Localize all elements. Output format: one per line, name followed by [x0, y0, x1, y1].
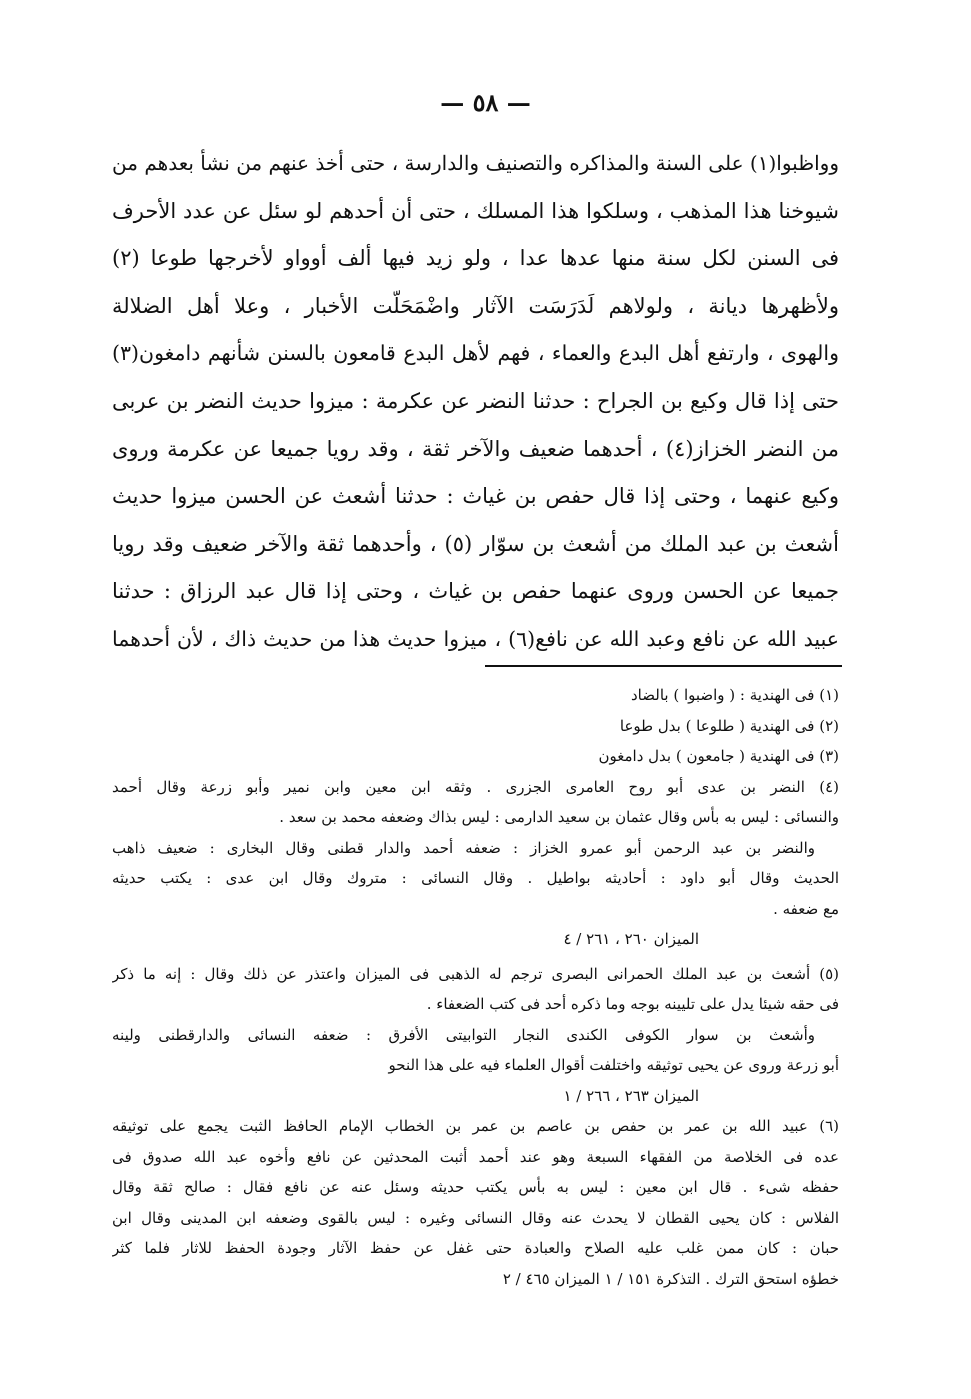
- main-text: [112, 140, 839, 664]
- footnote-5-line: أبو زرعة وروى عن يحيى توثيقه واختلفت أقوال العلماء فيه على هذا النحو: [388, 1056, 839, 1074]
- page-number: — ٥٨ —: [440, 88, 531, 117]
- footnote-6-line: حبان : كان ممن غلب عليه الصلاح والعبادة حتى غفل عن حفظ الآثار وجودة الحفظ للاثار فلما كثر: [112, 1239, 839, 1257]
- footnote-4-line: (٤) النضر بن عدى أبو روح العامرى الجزرى . وثقه ابن معين وابن نمير وأبو زرعة وقال أحمد: [112, 777, 839, 796]
- footnote-4-line: مع ضعفه .: [773, 899, 839, 918]
- footnote-6-line: الفلاس : كان يحيى القطان لا يحدث عنه وقال النسائى وغيره : ليس بالقوى وضعفه ابن المدينى وقال ابن: [112, 1208, 839, 1227]
- footnote-3: (٣) فى الهندية ( جامعون ) بدل دامغون: [598, 747, 839, 765]
- footnote-5-line: (٥) أشعث بن عبد الملك الحمرانى البصرى ترجم له الذهبى فى الميزان واعتذر عن ذلك وقال : إنه ما ذكر: [112, 964, 839, 983]
- text-line: وواظبوا(١) على السنة والمذاكره والتصنيف والدارسة ، حتى أخذ عنهم من نشأ بعدهم من: [112, 151, 839, 175]
- footnote-4-line: والنسائى : ليس به بأس وقال عثمان بن سعيد الدارمى : ليس بذاك وضعفه محمد بن سعد .: [279, 808, 839, 826]
- text-line: شيوخنا هذا المذهب ، وسلكوا هذا المسلك ، حتى أن أحدهم لو سئل عن عدد الأحرف: [112, 198, 839, 223]
- footnote-5-line: فى حقه شيئا يدل على تليينه بوجه وما ذكره أحد فى كتب الضعفاء .: [426, 995, 839, 1013]
- footnote-6-line: حفظه شىء . قال ابن معين : ليس به بأس يكتب حديثه وسئل عنه عن نافع فقال : صالح ثقة وقال: [112, 1178, 839, 1196]
- footnote-6-line: عده فى الخلاصة من الفقهاء السبعة وهو عند أحمد أثبت المحدثين عن نافع وأخوه عبد الله صدوق فى: [112, 1147, 839, 1166]
- footnote-4-reference: الميزان ٢٦٠ ، ٢٦١ / ٤: [563, 930, 699, 948]
- text-line: والهوى ، وارتفع أهل البدع والعماء ، فهم لأهل البدع قامعون بالسنن شأنهم دامغون(٣): [112, 341, 839, 366]
- footnote-4-line: الحديث وقال أبو داود : أحاديثه بواطيل . وقال النسائى : متروك وقال ابن عدى : يكتب حديثه: [112, 869, 839, 887]
- text-line: وكيع عنهما ، وحتى إذا قال حفص بن غياث : حدثنا أشعث عن الحسن ميزوا حديث: [112, 484, 839, 509]
- text-line: من النضر الخزاز(٤) ، أحدهما ضعيف والآخر ثقة ، وقد رويا جميعا عن عكرمة وروى: [112, 436, 839, 461]
- text-line: فى السنن لكل سنة منها عدها عدا ، ولو زيد فيها ألف أوواو لأخرجها طوعا (٢): [112, 246, 839, 271]
- footnote-4-line: والنضر بن عبد الرحمن أبو عمرو الخزاز : ضعفه أحمد والدار قطنى وقال البخارى : ضعيف ذاهب: [112, 838, 815, 857]
- footnote-6-line: خطؤه استحق الترك . التذكرة ١٥١ / ١ الميزان ٤٦٥ / ٢: [502, 1269, 839, 1288]
- footnote-divider: [485, 665, 842, 667]
- footnote-5-reference: الميزان ٢٦٣ ، ٢٦٦ / ١: [563, 1086, 699, 1105]
- text-line: عبيد الله عن نافع وعبد الله عن نافع(٦) ، ميزوا حديث هذا من حديث ذاك ، لأن أحدهما: [112, 626, 839, 651]
- text-line: حتى إذا قال وكيع بن الجراح : حدثنا النضر عن عكرمة : ميزوا حديث النضر بن عربى: [112, 388, 839, 413]
- footnote-6-line: (٦) عبيد الله بن عمر بن حفص بن عاصم بن عمر بن الخطاب الإمام الحافظ الثبت يجمع على توثيقه: [112, 1117, 839, 1135]
- text-line: جميعا عن الحسن وروى عنهما حفص بن غياث ، وحتى إذا قال عبد الرزاق : حدثنا: [112, 579, 839, 604]
- text-line: أشعث بن عبد الملك من أشعث بن سوّار (٥) ، وأحدهما ثقة والآخر ضعيف وقد رويا: [112, 531, 839, 556]
- text-line: ولأظهرها ديانة ، ولولاهم لَدَرَسَت الآثار واضْمَحَلّت الأخبار ، وعلا أهل الضلالة: [112, 293, 839, 318]
- footnote-1: (١) فى الهندية : ( واضبوا ) بالضاد: [630, 686, 839, 704]
- footnote-2: (٢) فى الهندية ( طلوعا ) بدل طوعا: [619, 716, 839, 735]
- footnote-5-line: وأشعث بن سوار الكوفى الكندى النجار التوابيتى الأفرق : ضعفه النسائى والدارقطنى ولينه: [112, 1025, 815, 1044]
- footnotes: [112, 680, 839, 1294]
